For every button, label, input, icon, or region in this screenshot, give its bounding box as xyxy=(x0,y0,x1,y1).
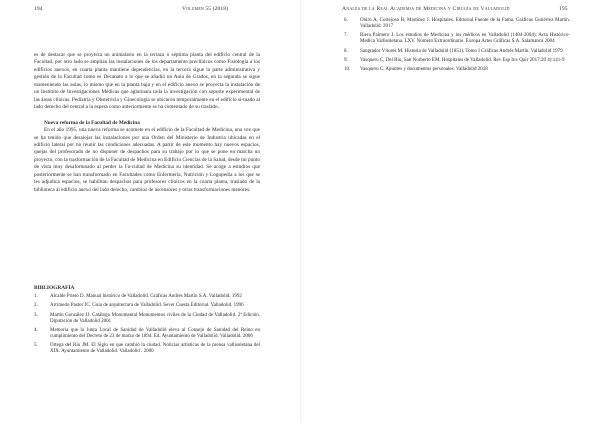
reference-item xyxy=(344,67,570,73)
reference-item xyxy=(34,328,260,340)
reference-item xyxy=(34,313,260,325)
section-heading: Nueva reforma de la Facultad de Medicina xyxy=(44,119,140,126)
reference-text: Ortega del Río JM. El Siglo en que cambió la ciudad. Noticias artísticas de la prensa vallisoletana del XIX. Ayuntamiento de Valladolid. Valladolid . 2000 xyxy=(50,343,260,355)
reference-item xyxy=(344,18,570,30)
reference-number: 10. xyxy=(344,67,351,73)
reference-text: Memoria que la Junta Local de Sanidad de Valladolid eleva al Consejo de Sanidad del Reino en cumplimiento del Decreto de 23 de marzo de 1894. Ed. Ayuntamiento de Valladolid. Valladolid. 2006 xyxy=(50,327,260,340)
reference-text: Vasquero C, Del Río, San Norberto EM. Hospitales de Valladolid. Rev Esp Inv Quir 2017:20 4):141-9 xyxy=(360,58,565,64)
right-page-number: 195 xyxy=(559,6,568,12)
reference-number: 9. xyxy=(344,58,348,64)
reference-text: Oniro A, Cortejoso B, Martínez J. Hospitales. Editorial Fuente de la Fama. Gráficas Gutiérrez Martín. Valladolid. 2017 xyxy=(360,18,570,30)
paragraph-2: En el año 1995, una nueva reforma se acomete en el edificio de la Facultad de Medicina, una vez que se ha tenido que desalojar las instalaciones por una Orden del Ministerio de Industria ubicadas en el edificio lateral por no reunir las condiciones adecuadas. A partir de este momento hay nuevos espacios, quejas del profesorado de no disponer de despachos para su trabajo por lo que se pone en marcha un proyecto, con la trasformación de la Facultad de Medicina en Edificio Ciencias de la Salud, desde mi punto de vista muy desafortunado al perder la Fa-cultad de Medicina su identidad. Se acoge a estudios que posteriormente se han transformado en Facultades como Enfermería, Nutrición y Logopedia a los que se les adjudica espacios, se habilitan despachos para profesores clínicos en la cuarta planta, traslado de la biblioteca al edificio anexo del lado derecho, cambios de ascensores y otras transformaciones menores. xyxy=(34,127,260,193)
bibliography-list-left xyxy=(34,294,260,359)
reference-number: 4. xyxy=(34,327,38,333)
reference-text: Riera Palmero J. Los estudios de Medicina y los médicos en Valladolid (1404-2004). Acta Histórico-Medica Vallisoletana. LXV. Número Extraordinario. Europa Artes Gráficas S.A. Salamanca 2004 xyxy=(360,33,570,45)
left-running-head: Volumen 55 (2018) xyxy=(182,6,229,12)
reference-item xyxy=(34,343,260,355)
reference-item xyxy=(34,303,260,309)
reference-text: Martín González JJ. Catálogo Monumental Monumentos civiles de la Ciudad de Valladolid. 2ª Edición. Diputación de Valladolid 2001 xyxy=(50,312,260,324)
reference-number: 1. xyxy=(34,294,38,299)
reference-number: 6. xyxy=(344,18,348,23)
right-page xyxy=(300,0,600,423)
left-body-text xyxy=(34,52,260,194)
reference-item xyxy=(344,33,570,45)
right-running-head: Anales de la Real Academia de Medicina y Cirugía de Valladolid xyxy=(342,6,510,12)
reference-text: Alcalde Prieto D. Manual histórico de Valladolid. Gráficas Andrés Martín S.A. Valladolid. 1992 xyxy=(50,294,242,299)
reference-text: Vasquero C. Apuntes y documentos personales. Valladolid 2018 xyxy=(360,67,488,73)
left-page-number: 194 xyxy=(34,6,43,12)
reference-text: Sangrador Vítores M. Historia de Valladolid (1851). Tomo I Gráficas Andrés Martín. Valladolid 1979 xyxy=(360,48,563,54)
reference-text: Arrimedo Pastor JC. Guía de arquitectura de Valladolid. Sever Cuesta Editorial. Valladolid. 1996 xyxy=(50,303,244,309)
reference-item xyxy=(34,294,260,300)
reference-number: 7. xyxy=(344,33,348,39)
bibliography-list-right xyxy=(344,18,570,77)
reference-item xyxy=(344,49,570,55)
reference-number: 2. xyxy=(34,303,38,309)
reference-item xyxy=(344,58,570,64)
reference-number: 5. xyxy=(34,343,38,349)
reference-number: 8. xyxy=(344,48,348,54)
bibliography-title: BIBLIOGRAFÍA xyxy=(34,285,75,291)
paragraph-1: es de destacar que se proyecta un animalario en la terraza o séptima planta del edificio central de la Facultad, por otro lado se amplían las instalaciones de los departamento preclínicos como Fisiología a los edificios anexos, en cuarta planta mantiene dependencias, en la tercera sigue la parte administrativa y gestión de la Facultad como es Decanato a lo que se añadió un Aula de Grados, en la segunda se sigue manteniendo las aulas, lo mismo que en la planta baja y en el edificio anexo se proyecta la instalación de un Instituto de Investigaciones Médicas que aglutinara toda la investigación con soporte experimental de las áreas clínicas. Pediatría y Obstetricia y Ginecología se ubicaron temporalmente en el edificio si-tuado al lado derecho del central a la espera como anteriormente se ha comentado de su traslado. xyxy=(34,52,260,111)
reference-number: 3. xyxy=(34,312,38,318)
